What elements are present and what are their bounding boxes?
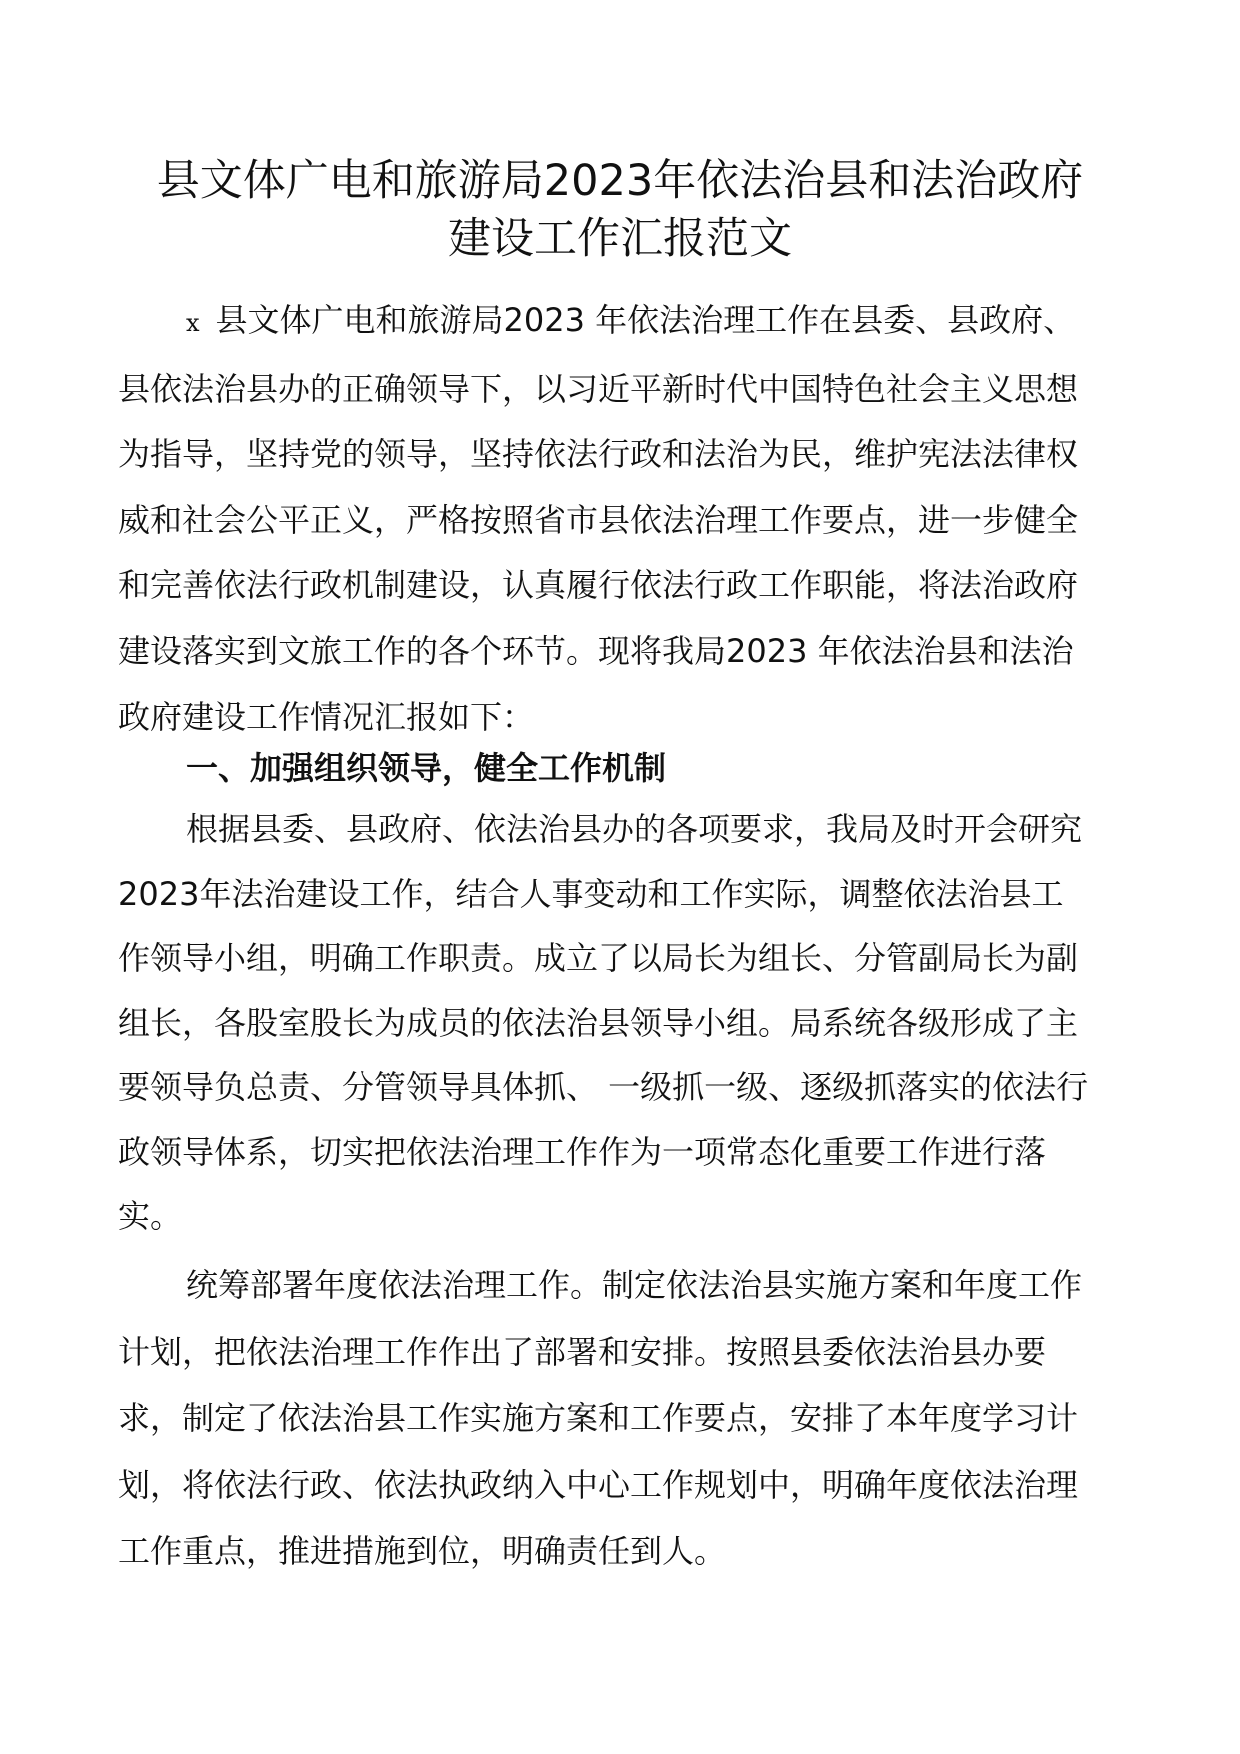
paragraph-line: 组长，各股室股长为成员的依法治县领导小组。局系统各级形成了主: [118, 1003, 1079, 1042]
title-line-2: 建设工作汇报范文: [448, 214, 792, 264]
paragraph-line: 要领导负总责、分管领导具体抓、 一级抓一级、逐级抓落实的依法行: [118, 1068, 1089, 1106]
paragraph-line: 2023年法治建设工作，结合人事变动和工作实际，调整依法治县工: [118, 874, 1064, 913]
paragraph-line: x 县文体广电和旅游局2023 年依法治理工作在县委、县政府、: [186, 301, 1076, 339]
paragraph-line: 县依法治县办的正确领导下，以习近平新时代中国特色社会主义思想: [118, 369, 1079, 408]
paragraph-line: 政领导体系，切实把依法治理工作作为一项常态化重要工作进行落: [118, 1132, 1047, 1171]
paragraph-line: 工作重点，推进措施到位，明确责任到人。: [118, 1532, 727, 1570]
paragraph-intro: [118, 288, 1128, 750]
paragraph-line: 根据县委、县政府、依法治县办的各项要求，我局及时开会研究: [186, 810, 1083, 848]
paragraph-line: 政府建设工作情况汇报如下：: [118, 697, 535, 736]
title-line-1: 县文体广电和旅游局2023年依法治县和法治政府: [156, 156, 1084, 206]
paragraph-line: 威和社会公平正义，严格按照省市县依法治理工作要点，进一步健全: [118, 500, 1079, 539]
paragraph-line: 求，制定了依法治县工作实施方案和工作要点，安排了本年度学习计: [118, 1399, 1079, 1437]
paragraph-line: 建设落实到文旅工作的各个环节。现将我局2023 年依法治县和法治: [118, 631, 1074, 670]
paragraph-line: 作领导小组，明确工作职责。成立了以局长为组长、分管副局长为副: [118, 939, 1079, 977]
paragraph-line: 为指导，坚持党的领导，坚持依法行政和法治为民，维护宪法法律权: [118, 435, 1079, 474]
paragraph-line: 划，将依法行政、依法执政纳入中心工作规划中，明确年度依法治理: [118, 1465, 1079, 1504]
paragraph-organization: [118, 797, 1128, 1249]
lead-mark: x: [186, 309, 200, 337]
paragraph-line: 统筹部署年度依法治理工作。制定依法治县实施方案和年度工作: [186, 1266, 1083, 1304]
paragraph-line: 和完善依法行政机制建设，认真履行依法行政工作职能，将法治政府: [118, 566, 1079, 605]
document-title: [100, 152, 1140, 268]
paragraph-planning: [118, 1252, 1128, 1585]
section-heading-1: [118, 740, 1128, 796]
paragraph-line: 实。: [118, 1197, 183, 1235]
section-heading-text: 一、加强组织领导，健全工作机制: [186, 749, 667, 787]
paragraph-line: 计划，把依法治理工作作出了部署和安排。按照县委依法治县办要: [118, 1332, 1047, 1371]
